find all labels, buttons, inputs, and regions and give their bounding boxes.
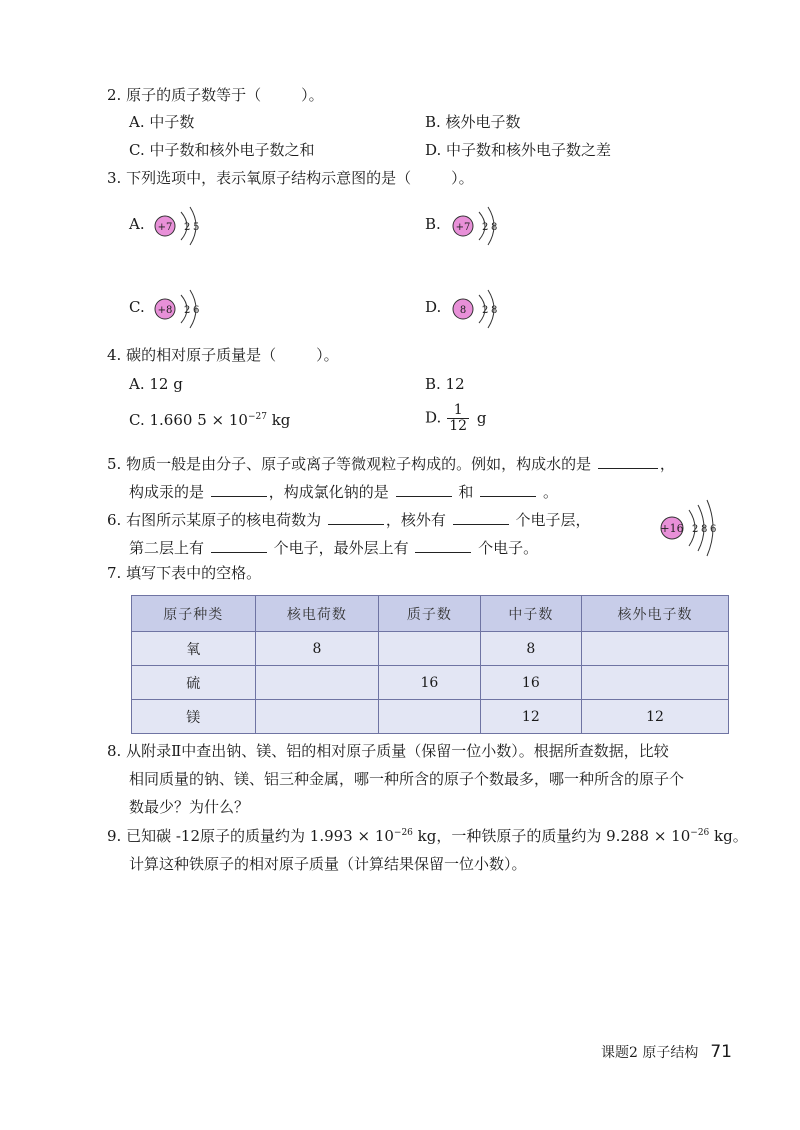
answer-blank[interactable]: [328, 510, 384, 525]
q4-option-c: C. 1.660 $5 \times 10^{-27}$ kg: [129, 411, 291, 429]
page-footer: [601, 1042, 732, 1062]
answer-blank[interactable]: [453, 510, 509, 525]
q2-stem: 2. 原子的质子数等于（ ）。: [107, 86, 324, 104]
q6-line1: 6. 右图所示某原子的核电荷数为 ，核外有 个电子层，: [107, 511, 591, 529]
q8-line2: 相同质量的钠、镁、铝三种金属，哪一种所含的原子个数最多，哪一种所含的原子个: [129, 770, 685, 788]
atom-diagram-sulfur: [655, 493, 735, 563]
table-header-cell: 核外电子数: [582, 596, 729, 632]
shell-electron-count: 6: [710, 524, 717, 535]
page-number: 71: [710, 1042, 732, 1062]
table-header-cell: 原子种类: [132, 596, 256, 632]
atom-diagram-c: [150, 279, 220, 339]
table-cell[interactable]: [379, 700, 480, 734]
table-cell: 氧: [132, 632, 256, 666]
q3-label-b: B.: [425, 215, 441, 233]
answer-blank[interactable]: [480, 482, 536, 497]
q4-option-b: B. 12: [425, 375, 465, 393]
shell-electron-count: 2: [184, 222, 191, 233]
table-cell: 12: [480, 700, 581, 734]
q4-option-a: A. 12 g: [129, 375, 183, 393]
table-cell: 8: [480, 632, 581, 666]
table-header-cell: 核电荷数: [255, 596, 379, 632]
q5-line2: 构成汞的是 ，构成氯化钠的是 和 。: [129, 483, 558, 501]
section-title: 课题2 原子结构: [601, 1045, 699, 1061]
q9-line1: 9. 已知碳 -12原子的质量约为 $1.993 \times 10^{-26}$ kg，一种铁原子的质量约为 $9.288 \times 10^{-26}$ kg。: [107, 827, 748, 845]
table-row: [132, 700, 729, 734]
table-cell: 8: [255, 632, 379, 666]
atom-diagram-d: [448, 279, 518, 339]
nucleus-charge: +16: [660, 522, 684, 535]
shell-electron-count: 8: [701, 524, 708, 535]
atom-table: [131, 595, 729, 734]
shell-electron-count: 8: [491, 222, 498, 233]
answer-blank[interactable]: [415, 538, 471, 553]
shell-electron-count: 6: [193, 305, 200, 316]
table-header-cell: 中子数: [480, 596, 581, 632]
q4-option-d: D. $\frac{1}{12}$ g: [425, 402, 487, 434]
table-cell[interactable]: [582, 666, 729, 700]
answer-blank[interactable]: [396, 482, 452, 497]
shell-electron-count: 2: [184, 305, 191, 316]
shell-electron-count: 2: [482, 305, 489, 316]
nucleus-charge: +7: [157, 222, 173, 233]
q2-option-a: A. 中子数: [129, 113, 195, 131]
nucleus-charge: +8: [157, 305, 173, 316]
q8-line1: 8. 从附录Ⅱ中查出钠、镁、铝的相对原子质量（保留一位小数）。根据所查数据，比较: [107, 742, 669, 760]
shell-electron-count: 8: [491, 305, 498, 316]
table-cell[interactable]: [255, 700, 379, 734]
table-row: [132, 632, 729, 666]
q2-option-b: B. 核外电子数: [425, 113, 521, 131]
atom-diagram-b: [448, 196, 518, 256]
shell-electron-count: 2: [692, 524, 699, 535]
q5-line1: 5. 物质一般是由分子、原子或离子等微观粒子构成的。例如，构成水的是 ，: [107, 455, 675, 473]
answer-blank[interactable]: [598, 454, 658, 469]
atom-diagram-a: [150, 196, 220, 256]
answer-blank[interactable]: [211, 482, 267, 497]
nucleus-charge: +7: [455, 222, 471, 233]
q4-stem: 4. 碳的相对原子质量是（ ）。: [107, 346, 339, 364]
answer-blank[interactable]: [211, 538, 267, 553]
q8-line3: 数最少？为什么？: [129, 798, 250, 816]
table-cell: 16: [480, 666, 581, 700]
q9-line2: 计算这种铁原子的相对原子质量（计算结果保留一位小数）。: [129, 855, 527, 873]
table-cell: 镁: [132, 700, 256, 734]
table-cell: 16: [379, 666, 480, 700]
table-cell[interactable]: [379, 632, 480, 666]
q6-line2: 第二层上有 个电子，最外层上有 个电子。: [129, 539, 539, 557]
q2-option-d: D. 中子数和核外电子数之差: [425, 141, 612, 159]
q2-option-c: C. 中子数和核外电子数之和: [129, 141, 315, 159]
q3-label-c: C.: [129, 298, 145, 316]
nucleus-charge: 8: [459, 305, 467, 316]
table-cell[interactable]: [255, 666, 379, 700]
fraction: $\frac{1}{12}$: [449, 402, 468, 434]
q3-label-d: D.: [425, 298, 442, 316]
table-header-cell: 质子数: [379, 596, 480, 632]
table-row: [132, 666, 729, 700]
table-cell[interactable]: [582, 632, 729, 666]
q3-stem: 3. 下列选项中，表示氧原子结构示意图的是（ ）。: [107, 169, 474, 187]
shell-electron-count: 2: [482, 222, 489, 233]
table-cell: 硫: [132, 666, 256, 700]
q3-label-a: A.: [129, 215, 145, 233]
q7-stem: 7. 填写下表中的空格。: [107, 564, 262, 582]
shell-electron-count: 5: [193, 222, 200, 233]
table-cell: 12: [582, 700, 729, 734]
